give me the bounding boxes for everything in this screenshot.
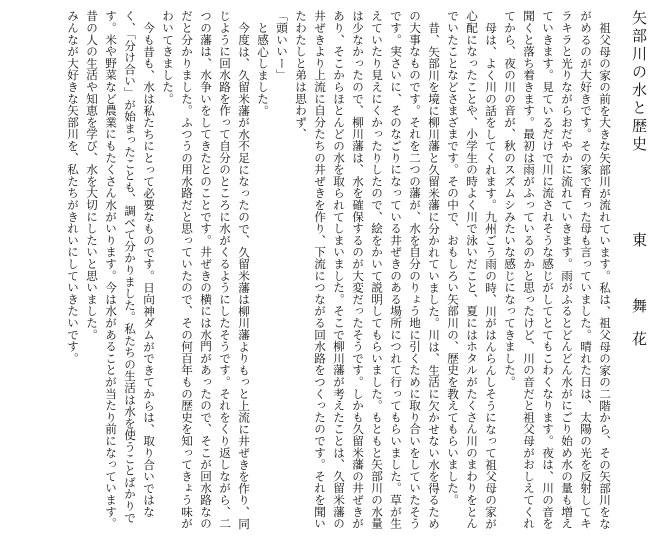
vertical-text-body — [6, 10, 650, 534]
paragraph-5: 今度は、久留米藩が水不足になったので、久留米藩は柳川藩よりもっと上流に井ぜきを作り、同じように回水路を作って自分のところに水がくるようにしたそうです。それをくり返しながら、二つの藩は、水争いをしてきたとのことです。井ぜきの横には水門があったので、そこが回水路なのだと分かりました。ふつうの用水路だと思っていたので、その何百年もの歴史を知ってきょう味がわいてきました。 — [161, 10, 251, 530]
essay-title: 矢部川の水と歴史 — [630, 10, 648, 154]
paragraph-7: みんなが大好きな矢部川を、私たちがきれいにしていきたいです。 — [66, 10, 80, 364]
paragraph-1: 祖父母の家の前を大きな矢部川が流れています。私は、祖父母の家の二階から、その矢部川をながめるのが大好きです。その家で育った母も言っていました。晴れた日は、太陽の光を反射してキラキラと光りながらおだやかに流れていきます。雨がふるとどんどん水がにごり始め水の量も増えていきます。見ているだけで川に流されそうな感じがしてとてもこわくなります。夜は、川の音を聞くと落ち着きます。最初は雨がふっているのかと思ったけど、川の音だと祖父母がおしえてくれてから、夜の川の音が、秋のスズムシみたいな感じになってきました。 — [503, 10, 612, 530]
title-block — [628, 10, 650, 534]
paragraph-4: と感心しました。 — [256, 21, 270, 116]
paragraph-3: 昔、矢部川を境に柳川藩と久留米藩に分かれていました。川は、生活に欠かせない水を得るための大事なものです。それを二つの藩が、水を自分のりょう地に引くために取り合いをしていたそうです。実さいに、そのなごりになっている井ぜきのある場所につれて行ってもらいました。草が生えていたり見えにくかったりしたので、絵をかいて説明してもらいました。もともと矢部川の水量は少なかったので、柳川藩は、水を確保するのが大変だったそうです。しかも久留米藩の井ぜきがあり、そこからほとんどの水を取られてしまいました。そこで柳川藩が考えたことは、久留米藩の井ぜきより上流に自分たちの井ぜきを作り、下流につながる回水路をつくったのです。それを聞いたわたしと弟は思わず、 — [294, 10, 441, 530]
paragraph-6: 今も昔も、水は私たちにとって必要なものです。日向神ダムができてからは、取り合いではなく、「分け合い」が始まったことも、調べて分かりました。私たちの生活は水を使うことばかりです。米や野菜など農業にもたくさん水がいります。今は水があることが当たり前になっています。昔の人の生活や知恵を学び、水を大切にしたいと思いました。 — [85, 10, 156, 530]
author-name: 東 舞花 — [630, 232, 648, 364]
paragraph-2: 母は、よく川の話をしてくれます。九州ごう雨の時、川がはんらんしそうになって祖父母の家が心配になったことや、小学生の時よく川で泳いだこと、夏にはホタルがたくさん川のまわりをとんでいたことなどさまざまです。その中で、おもしろい矢部川の、歴史を教えてもらいました。 — [446, 10, 498, 530]
paragraph-quote: 「頭いいー」 — [275, 10, 289, 81]
